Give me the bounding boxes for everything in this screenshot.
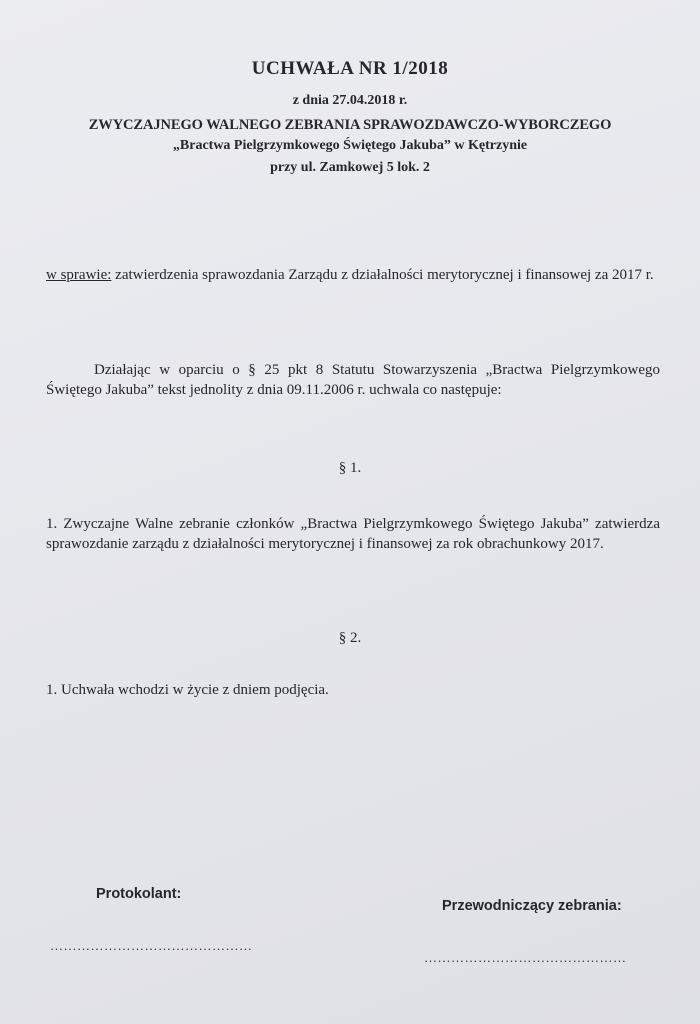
chairman-signature-line: ……………………………………… xyxy=(424,950,627,965)
subject-paragraph xyxy=(46,265,660,285)
section-2-heading: § 2. xyxy=(338,630,362,646)
section-2-item: 1. Uchwała wchodzi w życie z dniem podjęcia. xyxy=(46,682,329,698)
recorder-label: Protokolant: xyxy=(96,886,182,902)
subject-text: zatwierdzenia sprawozdania Zarządu z działalności merytorycznej i finansowej za 2017 r. xyxy=(111,267,654,283)
section-1-heading: § 1. xyxy=(338,460,362,476)
legal-basis-paragraph: Działając w oparciu o § 25 pkt 8 Statutu Stowarzyszenia „Bractwa Pielgrzymkowego Świętego Jakuba” tekst jednolity z dnia 09.11.2006 r. uchwala co następuje: xyxy=(46,362,660,398)
chairman-label: Przewodniczący zebrania: xyxy=(442,898,622,914)
association-name: „Bractwa Pielgrzymkowego Świętego Jakuba” w Kętrzynie xyxy=(172,138,528,153)
subject-label: w sprawie: xyxy=(46,267,112,283)
document-date: z dnia 27.04.2018 r. xyxy=(292,93,408,108)
association-address: przy ul. Zamkowej 5 lok. 2 xyxy=(270,160,430,175)
document-title: UCHWAŁA NR 1/2018 xyxy=(251,58,449,79)
recorder-signature-line: ……………………………………… xyxy=(50,938,253,953)
section-1-item: 1. Zwyczajne Walne zebranie członków „Bractwa Pielgrzymkowego Świętego Jakuba” zatwierdza sprawozdanie zarządu z działalności merytorycznej i finansowej za rok obrachunkowy 2017. xyxy=(46,516,660,552)
assembly-name: ZWYCZAJNEGO WALNEGO ZEBRANIA SPRAWOZDAWCZO-WYBORCZEGO xyxy=(88,117,612,133)
